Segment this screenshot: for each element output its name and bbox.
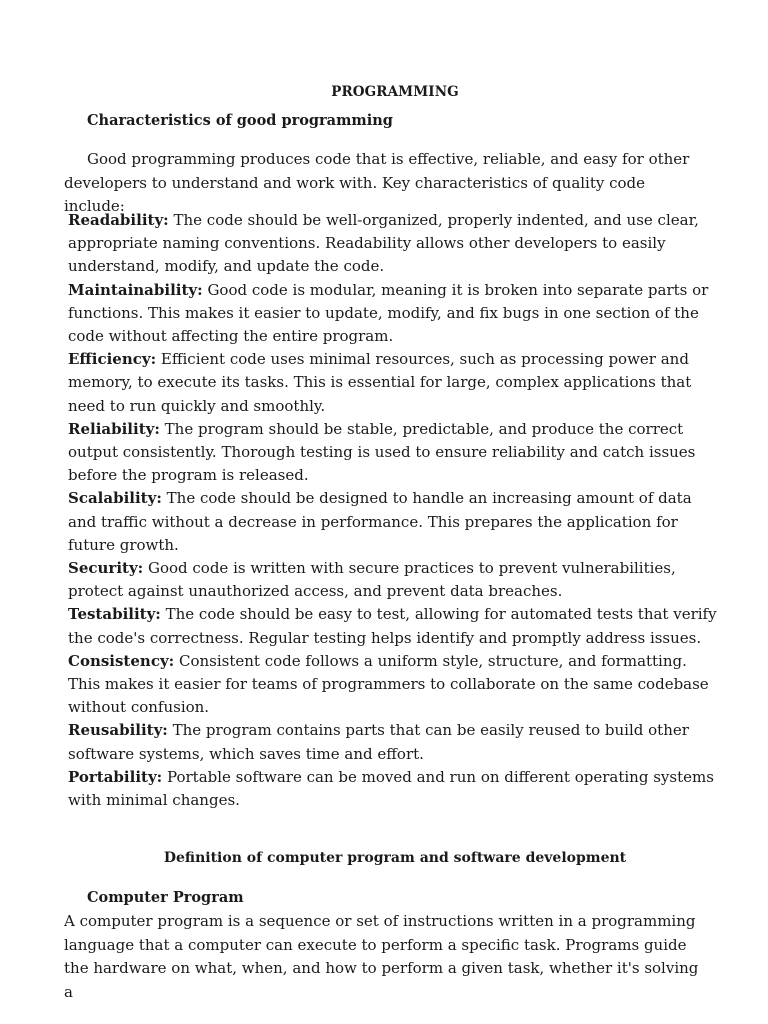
computer-program-paragraph: A computer program is a sequence or set of instructions written in a programming language that a computer can execute to perform a specific task. Programs guide the hardware on what, when, and how to perform a given task, whether it's solving a [64, 912, 699, 1001]
characteristic-text: Consistent code follows a uniform style, structure, and formatting. This makes it easier for teams of programmers to collaborate on the same codebase without confusion. [68, 651, 709, 717]
characteristic-item [68, 650, 718, 720]
characteristic-text: Good code is written with secure practices to prevent vulnerabilities, protect against unauthorized access, and prevent data breaches. [68, 559, 676, 601]
characteristic-text: The program contains parts that can be easily reused to build other software systems, which saves time and effort. [68, 721, 689, 763]
characteristic-item [68, 487, 718, 557]
characteristic-item [68, 603, 718, 649]
characteristic-text: Good code is modular, meaning it is broken into separate parts or functions. This makes it easier to update, modify, and fix bugs in one section of the code without affecting the entire program. [68, 280, 709, 346]
characteristic-text: Efficient code uses minimal resources, such as processing power and memory, to execute its tasks. This is essential for large, complex applications that need to run quickly and smoothly. [68, 350, 692, 415]
intro-paragraph: Good programming produces code that is effective, reliable, and easy for other developers to understand and work with. Key characteristics of quality code include: [64, 150, 690, 215]
characteristic-term: Security: [68, 559, 144, 578]
characteristic-term: Consistency: [68, 651, 175, 670]
characteristic-item [68, 557, 718, 603]
section-title-definition: Definition of computer program and software development [163, 850, 627, 866]
characteristic-term: Scalability: [68, 489, 162, 508]
characteristic-text: The program should be stable, predictable, and produce the correct output consistently. Thorough testing is used to ensure reliability and catch issues before the program is released. [68, 419, 696, 485]
characteristic-term: Portability: [68, 767, 163, 786]
characteristic-term: Testability: [68, 605, 161, 624]
characteristic-text: The code should be well-organized, properly indented, and use clear, appropriate naming conventions. Readability allows other developers to easily understand, modify, and update the code. [68, 211, 699, 276]
characteristic-term: Maintainability: [68, 280, 203, 299]
characteristic-text: The code should be easy to test, allowing for automated tests that verify the code's correctness. Regular testing helps identify and promptly address issues. [68, 605, 717, 647]
subheading-computer-program: Computer Program [87, 889, 244, 906]
characteristic-item [68, 719, 718, 765]
characteristic-item [68, 348, 718, 418]
characteristics-list [68, 209, 718, 812]
characteristic-term: Readability: [68, 211, 169, 229]
characteristic-term: Reusability: [68, 721, 168, 740]
characteristic-item [68, 209, 718, 279]
characteristic-term: Reliability: [68, 419, 160, 438]
section-heading-characteristics: Characteristics of good programming [87, 112, 393, 129]
document-title: PROGRAMMING [331, 84, 459, 100]
characteristic-text: Portable software can be moved and run on different operating systems with minimal changes. [68, 767, 714, 810]
characteristic-item [68, 279, 718, 349]
characteristic-term: Efficiency: [68, 350, 157, 369]
characteristic-text: The code should be designed to handle an increasing amount of data and traffic without a decrease in performance. This prepares the application for future growth. [68, 489, 692, 554]
characteristic-item [68, 418, 718, 488]
characteristic-item [68, 766, 718, 812]
